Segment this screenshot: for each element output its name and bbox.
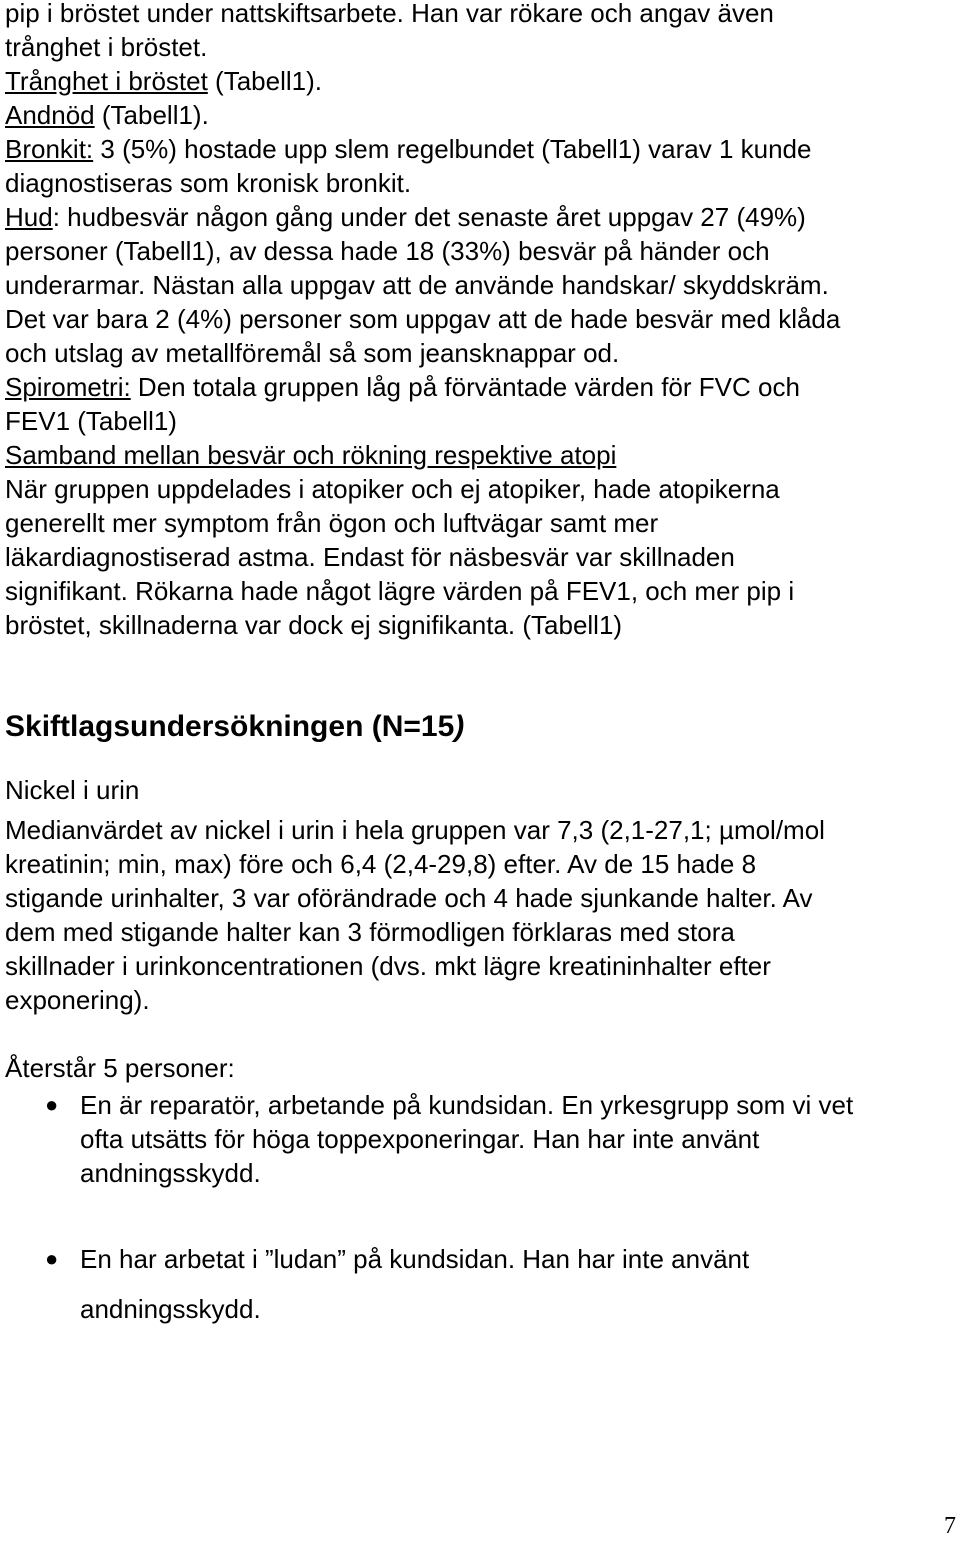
hud-text: : hudbesvär någon gång under det senaste året uppgav 27 (49%) [52,202,806,232]
text-line: generellt mer symptom från ögon och luftvägar samt mer [5,508,659,538]
text-line: skillnader i urinkoncentrationen (dvs. mkt lägre kreatininhalter efter [5,951,771,981]
text-line: Medianvärdet av nickel i urin i hela gruppen var 7,3 (2,1-27,1; µmol/mol [5,815,825,845]
bullet-line: andningsskydd. [80,1158,261,1188]
section-heading [5,709,464,745]
spiro-text: Den totala gruppen låg på förväntade värden för FVC och [130,372,800,402]
text-line: exponering). [5,985,150,1015]
text-line: FEV1 (Tabell1) [5,406,177,436]
section-title-paren: ) [454,710,465,743]
text-line: läkardiagnostiserad astma. Endast för näsbesvär var skillnaden [5,542,735,572]
trangh-label: Trånghet i bröstet [5,66,208,96]
bullet-icon: ● [45,1092,59,1117]
page-number: 7 [944,1513,956,1539]
spiro-paragraph [5,372,800,402]
hud-paragraph [5,202,806,232]
bullet-line: andningsskydd. [80,1294,261,1324]
hud-label: Hud [5,202,53,232]
text-line: underarmar. Nästan alla uppgav att de använde handskar/ skyddskräm. [5,270,829,300]
text-line: dem med stigande halter kan 3 förmodligen förklaras med stora [5,917,735,947]
bullet-line: En är reparatör, arbetande på kundsidan. En yrkesgrupp som vi vet [80,1090,854,1120]
bullet-icon: ● [45,1246,59,1271]
andnod-label: Andnöd [5,100,95,130]
text-line: och utslag av metallföremål så som jeansknappar od. [5,338,620,368]
bullet-line: En har arbetat i ”ludan” på kundsidan. Han har inte använt [80,1244,750,1274]
text-line: bröstet, skillnaderna var dock ej signifikanta. (Tabell1) [5,610,623,640]
section-title: Skiftlagsundersökningen (N=15 [5,710,455,743]
text-line: stigande urinhalter, 3 var oförändrade och 4 hade sjunkande halter. Av [5,883,813,913]
text-line: personer (Tabell1), av dessa hade 18 (33%) besvär på händer och [5,236,770,266]
trangh-paragraph [5,66,322,96]
bronkit-paragraph [5,134,811,164]
andnod-paragraph [5,100,209,130]
spiro-label: Spirometri: [5,372,131,402]
nickel-heading: Nickel i urin [5,775,140,805]
text-line: diagnostiseras som kronisk bronkit. [5,168,412,198]
text-line: kreatinin; min, max) före och 6,4 (2,4-29,8) efter. Av de 15 hade 8 [5,849,757,879]
text-line: signifikant. Rökarna hade något lägre värden på FEV1, och mer pip i [5,576,795,606]
bronkit-text: 3 (5%) hostade upp slem regelbundet (Tabell1) varav 1 kunde [93,134,812,164]
samband-heading: Samband mellan besvär och rökning respektive atopi [5,440,617,470]
remaining-heading: Återstår 5 personer: [5,1053,235,1083]
bronkit-label: Bronkit: [5,134,94,164]
text-line: När gruppen uppdelades i atopiker och ej atopiker, hade atopikerna [5,474,780,504]
andnod-text: (Tabell1). [94,100,209,130]
text-line: pip i bröstet under nattskiftsarbete. Han var rökare och angav även [5,0,774,28]
trangh-text: (Tabell1). [207,66,322,96]
bullet-line: ofta utsätts för höga toppexponeringar. Han har inte använt [80,1124,760,1154]
text-line: trånghet i bröstet. [5,32,208,62]
text-line: Det var bara 2 (4%) personer som uppgav att de hade besvär med klåda [5,304,841,334]
